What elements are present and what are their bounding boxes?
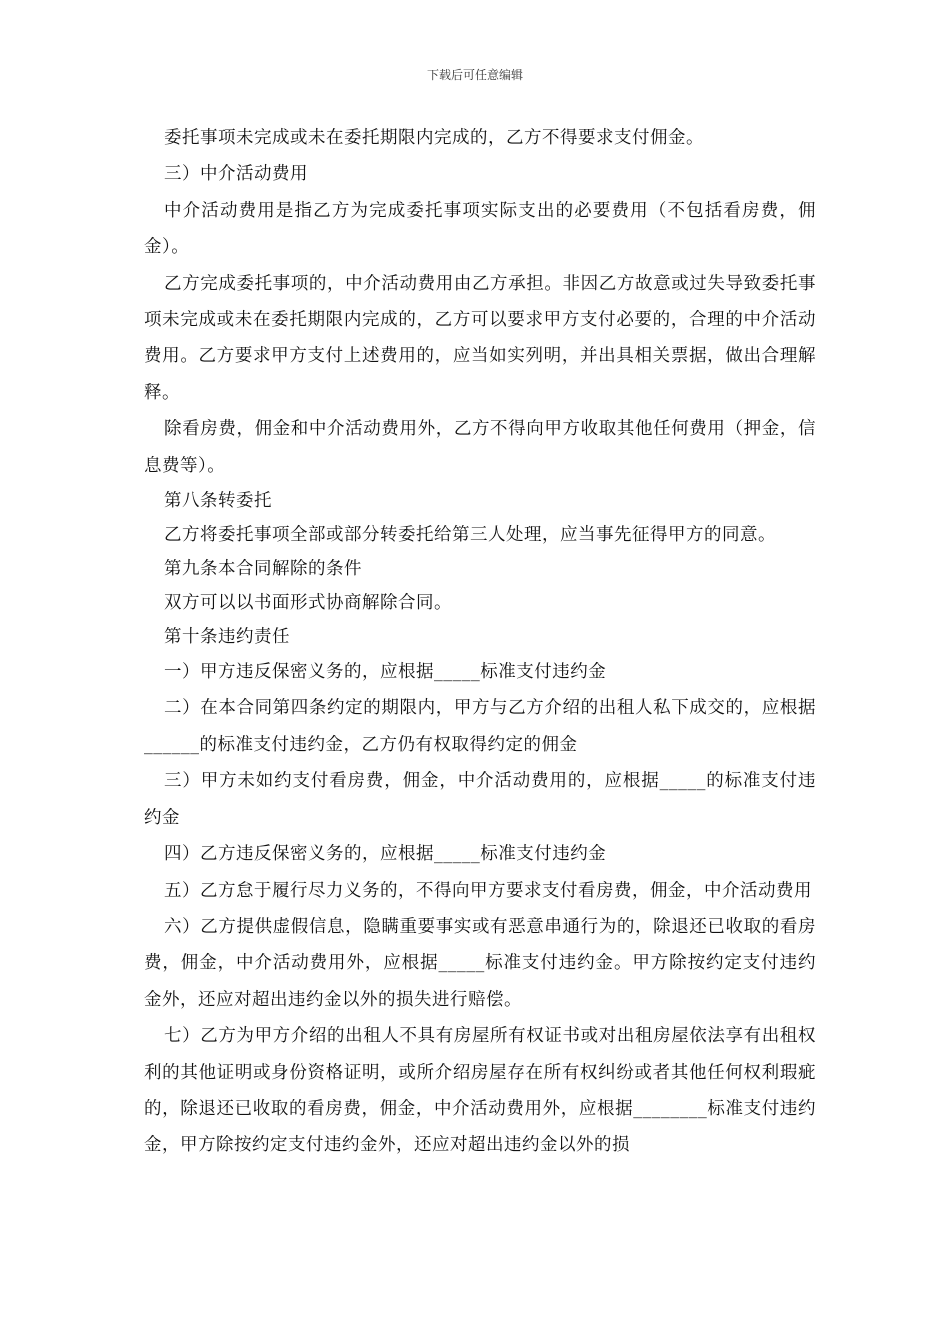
paragraph-fee-definition: 中介活动费用是指乙方为完成委托事项实际支出的必要费用（不包括看房费，佣金）。 [144,200,816,258]
document-body [144,120,816,1164]
clause-breach-7: 七）乙方为甲方介绍的出租人不具有房屋所有权证书或对出租房屋依法享有出租权利的其他证明或身份资格证明，或所介绍房屋存在所有权纠纷或者其他任何权利瑕疵的，除退还已收取的看房费，佣金，中介活动费用外，应根据________标准支付违约金，甲方除按约定支付违约金外，还应对超出违约金以外的损 [144,1026,816,1156]
paragraph-no-other-fees: 除看房费，佣金和中介活动费用外，乙方不得向甲方收取其他任何费用（押金，信息费等）。 [144,419,816,476]
paragraph-commission-condition: 委托事项未完成或未在委托期限内完成的，乙方不得要求支付佣金。 [164,128,704,148]
clause-breach-1: 一）甲方违反保密义务的，应根据_____标准支付违约金 [164,662,607,683]
section-heading-intermediary-fees: 三）中介活动费用 [164,164,308,185]
paragraph-subdelegation: 乙方将委托事项全部或部分转委托给第三人处理，应当事先征得甲方的同意。 [164,525,776,546]
page-header: 下载后可任意编辑 [426,68,523,82]
clause-breach-4: 四）乙方违反保密义务的，应根据_____标准支付违约金 [164,844,607,865]
clause-breach-2: 二）在本合同第四条约定的期限内，甲方与乙方介绍的出租人私下成交的，应根据______的标准支付违约金，乙方仍有权取得约定的佣金 [144,698,816,755]
clause-breach-6: 六）乙方提供虚假信息，隐瞒重要事实或有恶意串通行为的，除退还已收取的看房费，佣金，中介活动费用外，应根据_____标准支付违约金。甲方除按约定支付违约金外，还应对超出违约金以外的损失进行赔偿。 [144,916,816,1010]
clause-breach-3: 三）甲方未如约支付看房费，佣金，中介活动费用的，应根据_____的标准支付违约金 [144,771,816,828]
paragraph-fee-bearing: 乙方完成委托事项的，中介活动费用由乙方承担。非因乙方故意或过失导致委托事项未完成或未在委托期限内完成的，乙方可以要求甲方支付必要的，合理的中介活动费用。乙方要求甲方支付上述费用的，应当如实列明，并出具相关票据，做出合理解释。 [144,273,816,403]
article-heading-8: 第八条转委托 [164,491,272,512]
paragraph-termination: 双方可以以书面形式协商解除合同。 [164,593,452,614]
article-heading-10: 第十条违约责任 [164,627,290,648]
article-heading-9: 第九条本合同解除的条件 [164,559,362,580]
clause-breach-5: 五）乙方怠于履行尽力义务的，不得向甲方要求支付看房费，佣金，中介活动费用 [164,880,812,901]
